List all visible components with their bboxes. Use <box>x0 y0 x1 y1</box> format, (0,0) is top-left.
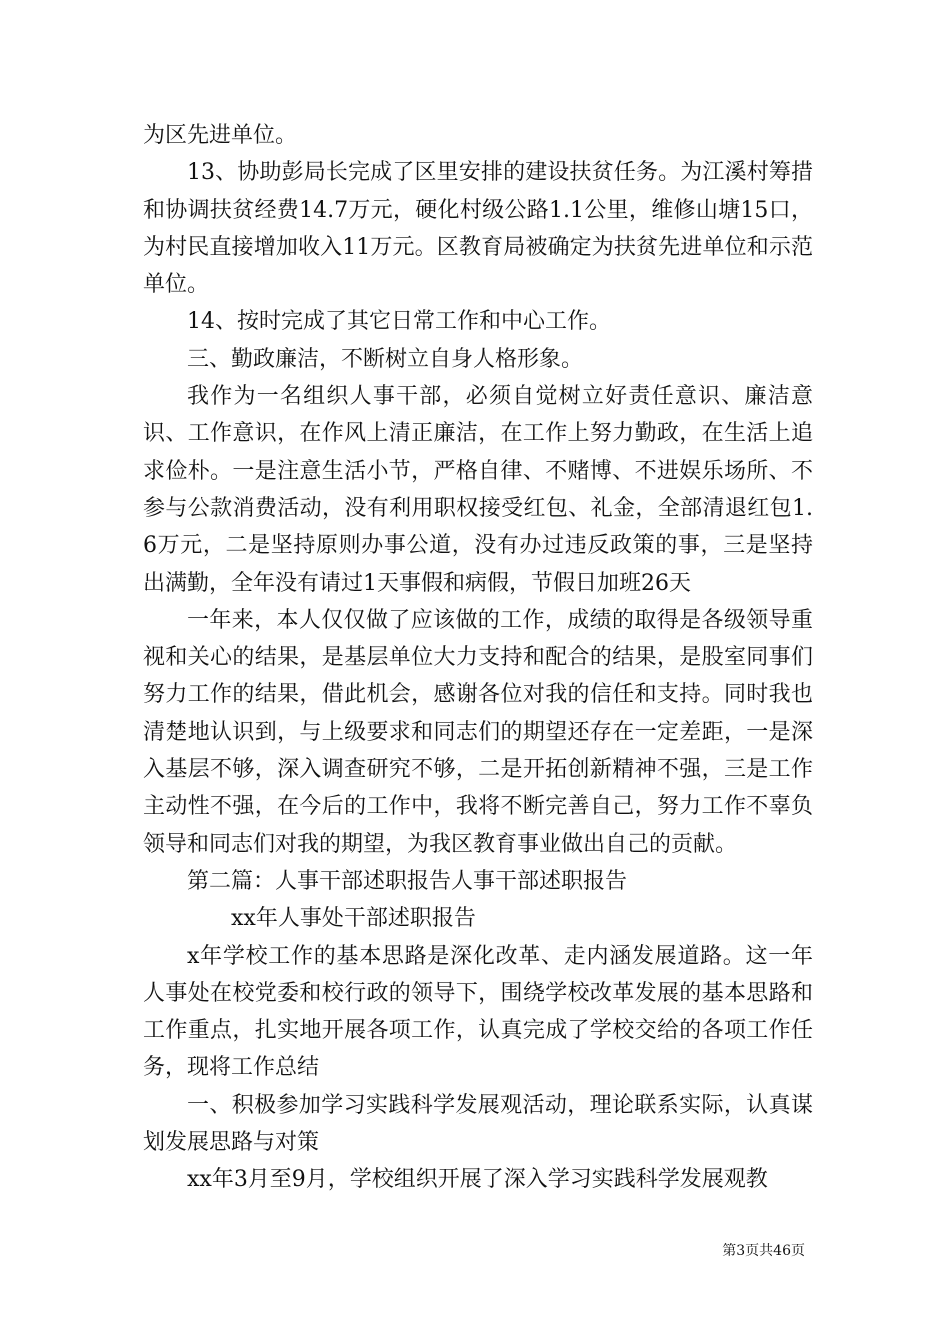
paragraph: x年学校工作的基本思路是深化改革、走内涵发展道路。这一年人事处在校党委和校行政的领导下，围绕学校改革发展的基本思路和工作重点，扎实地开展各项工作，认真完成了学校交给的各项工作任务，现将工作总结 <box>143 943 813 1081</box>
chapter-heading: 第二篇：人事干部述职报告人事干部述职报告 <box>187 868 628 894</box>
report-title: xx年人事处干部述职报告 <box>231 906 476 932</box>
section-heading: 一、积极参加学习实践科学发展观活动，理论联系实际，认真谋划发展思路与对策 <box>143 1092 813 1156</box>
paragraph: 14、按时完成了其它日常工作和中心工作。 <box>187 309 611 335</box>
paragraph: 13、协助彭局长完成了区里安排的建设扶贫任务。为江溪村筹措和协调扶贫经费14.7万元，硬化村级公路1.1公里，维修山塘15口，为村民直接增加收入11万元。区教育局被确定为扶贫先进单位和示范单位。 <box>143 160 813 298</box>
section-heading: 三、勤政廉洁，不断树立自身人格形象。 <box>187 346 584 372</box>
paragraph: 一年来，本人仅仅做了应该做的工作，成绩的取得是各级领导重视和关心的结果，是基层单位大力支持和配合的结果，是股室同事们努力工作的结果，借此机会，感谢各位对我的信任和支持。同时我也清楚地认识到，与上级要求和同志们的期望还存在一定差距，一是深入基层不够，深入调查研究不够，二是开拓创新精神不强，三是工作主动性不强，在今后的工作中，我将不断完善自己，努力工作不辜负领导和同志们对我的期望，为我区教育事业做出自己的贡献。 <box>143 607 813 857</box>
paragraph: 我作为一名组织人事干部，必须自觉树立好责任意识、廉洁意识、工作意识，在作风上清正廉洁，在工作上努力勤政，在生活上追求俭朴。一是注意生活小节，严格自律、不赌博、不进娱乐场所、不参与公款消费活动，没有利用职权接受红包、礼金，全部清退红包1.6万元，二是坚持原则办事公道，没有办过违反政策的事，三是坚持出满勤，全年没有请过1天事假和病假，节假日加班26天 <box>143 384 813 596</box>
paragraph: xx年3月至9月，学校组织开展了深入学习实践科学发展观教 <box>187 1167 768 1193</box>
document-body <box>143 117 813 1199</box>
paragraph: 为区先进单位。 <box>143 123 298 148</box>
page-number-footer: 第3页共46页 <box>722 1243 805 1259</box>
